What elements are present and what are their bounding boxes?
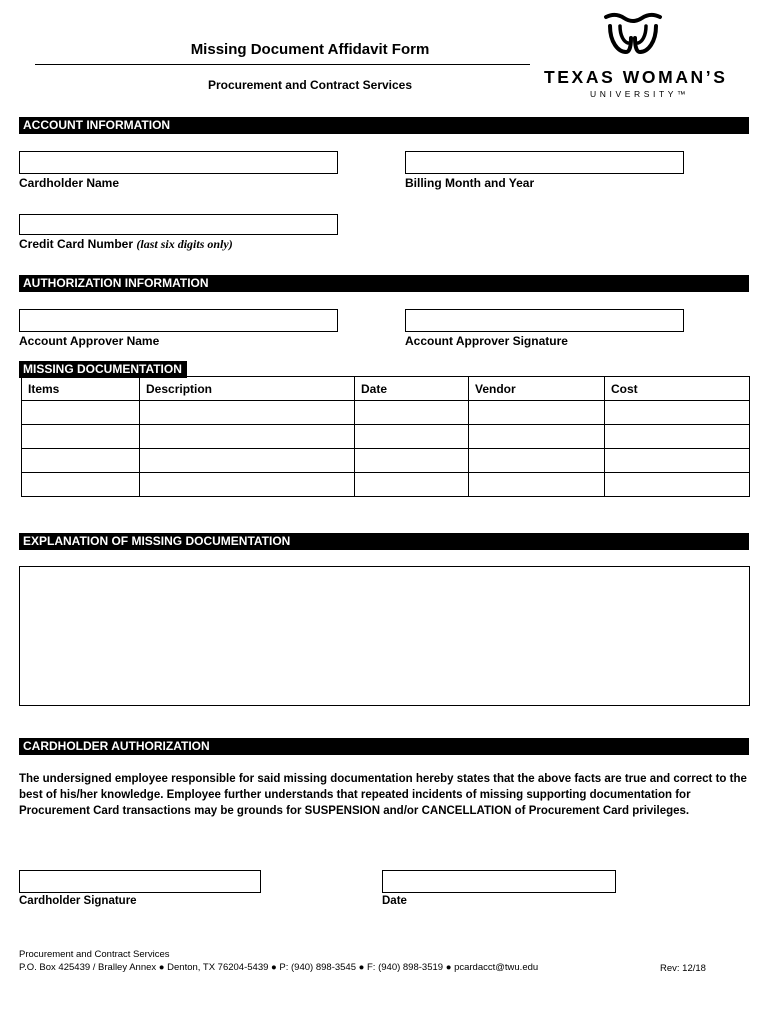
table-cell[interactable] xyxy=(140,401,355,425)
table-cell[interactable] xyxy=(355,449,469,473)
table-cell[interactable] xyxy=(355,473,469,497)
credit-card-label xyxy=(19,237,233,252)
footer-revision: Rev: 12/18 xyxy=(660,963,706,974)
table-cell[interactable] xyxy=(469,401,605,425)
table-cell[interactable] xyxy=(605,473,750,497)
billing-month-label: Billing Month and Year xyxy=(405,176,535,190)
table-cell[interactable] xyxy=(605,401,750,425)
credit-card-input[interactable] xyxy=(19,214,338,235)
approver-signature-input[interactable] xyxy=(405,309,684,332)
table-cell[interactable] xyxy=(140,473,355,497)
table-cell[interactable] xyxy=(22,449,140,473)
form-subtitle: Procurement and Contract Services xyxy=(207,78,413,92)
section-missing-header: MISSING DOCUMENTATION xyxy=(19,361,187,378)
table-cell[interactable] xyxy=(22,473,140,497)
table-cell[interactable] xyxy=(355,401,469,425)
column-description: Description xyxy=(140,377,355,401)
footer-dept: Procurement and Contract Services xyxy=(19,949,170,960)
cardholder-signature-input[interactable] xyxy=(19,870,261,893)
column-vendor: Vendor xyxy=(469,377,605,401)
date-input[interactable] xyxy=(382,870,616,893)
approver-name-label: Account Approver Name xyxy=(19,334,160,348)
cardholder-name-label: Cardholder Name xyxy=(19,176,120,190)
column-items: Items xyxy=(22,377,140,401)
table-cell[interactable] xyxy=(605,449,750,473)
credit-card-label-text: Credit Card Number xyxy=(19,237,134,251)
billing-month-input[interactable] xyxy=(405,151,684,174)
table-cell[interactable] xyxy=(140,425,355,449)
form-title: Missing Document Affidavit Form xyxy=(190,41,430,58)
logo-university-name: TEXAS WOMAN’S xyxy=(544,67,728,87)
twu-logo-icon xyxy=(602,12,664,58)
title-divider xyxy=(35,64,530,65)
approver-signature-label: Account Approver Signature xyxy=(405,334,568,348)
table-cell[interactable] xyxy=(469,425,605,449)
approver-name-input[interactable] xyxy=(19,309,338,332)
table-cell[interactable] xyxy=(469,473,605,497)
table-row xyxy=(22,449,750,473)
section-account-header: ACCOUNT INFORMATION xyxy=(19,117,749,134)
cardholder-name-input[interactable] xyxy=(19,151,338,174)
section-cardholder-header: CARDHOLDER AUTHORIZATION xyxy=(19,738,749,755)
table-cell[interactable] xyxy=(22,425,140,449)
cardholder-signature-label: Cardholder Signature xyxy=(19,895,137,907)
explanation-textarea[interactable] xyxy=(19,566,750,706)
missing-documentation-table xyxy=(21,376,750,497)
table-row xyxy=(22,401,750,425)
table-cell[interactable] xyxy=(140,449,355,473)
date-label: Date xyxy=(382,895,407,907)
section-authorization-header: AUTHORIZATION INFORMATION xyxy=(19,275,749,292)
authorization-statement: The undersigned employee responsible for said missing documentation hereby states that the above facts are true and correct to the best of his/her knowledge. Employee further understands that repeated incidents of missing supporting documentation for Procurement Card transactions may be grounds for SUSPENSION and/or CANCELLATION of Procurement Card privileges. xyxy=(19,773,747,817)
table-cell[interactable] xyxy=(469,449,605,473)
table-cell[interactable] xyxy=(355,425,469,449)
column-cost: Cost xyxy=(605,377,750,401)
footer-address: P.O. Box 425439 / Bralley Annex ● Denton, TX 76204-5439 ● P: (940) 898-3545 ● F: (940) 898-3519 ● pcardacct@twu.edu xyxy=(19,962,539,973)
logo-university-sub: UNIVERSITY™ xyxy=(590,89,690,99)
table-row xyxy=(22,473,750,497)
credit-card-note: (last six digits only) xyxy=(136,237,233,251)
table-cell[interactable] xyxy=(605,425,750,449)
column-date: Date xyxy=(355,377,469,401)
table-cell[interactable] xyxy=(22,401,140,425)
table-header-row xyxy=(22,377,750,401)
section-explanation-header: EXPLANATION OF MISSING DOCUMENTATION xyxy=(19,533,749,550)
table-row xyxy=(22,425,750,449)
